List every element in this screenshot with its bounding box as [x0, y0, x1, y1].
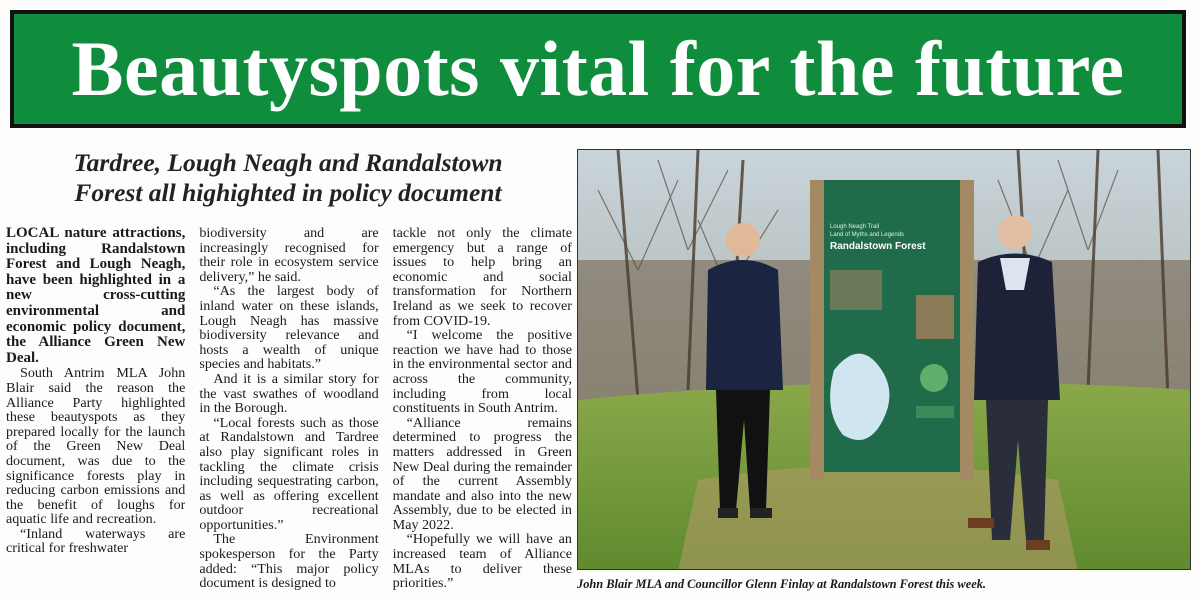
article-paragraph: “I welcome the positive reaction we have had to those in the environmental sector and across the community, including from local constituents in South Antrim.	[392, 327, 572, 417]
article-column-1	[6, 226, 185, 592]
forest-photo	[577, 149, 1191, 570]
article-paragraph: “Hopefully we will have an increased team of Alliance MLAs to deliver these priorities.”	[392, 531, 572, 592]
subheadline-line-1: Tardree, Lough Neagh and Randalstown	[73, 148, 503, 177]
article-paragraph: The Environment spokesperson for the Party added: “This major policy document is designed to	[199, 531, 379, 592]
article-lead: LOCAL nature attractions, including Randalstown Forest and Lough Neagh, have been highlighted in a new cross-cutting environmental and economic policy document, the Alliance Green New Deal.	[6, 226, 186, 366]
article-body	[6, 226, 572, 592]
article-paragraph: And it is a similar story for the vast swathes of woodland in the Borough.	[199, 370, 379, 417]
article-column-2	[199, 226, 378, 592]
article-paragraph: “As the largest body of inland water on these islands, Lough Neagh has massive biodiversity relevance and hosts a wealth of unique species and habitats.”	[199, 283, 379, 373]
sign-small-subtitle: Land of Myths and Legends	[830, 232, 905, 238]
sign-small-title: Lough Neagh Trail	[830, 224, 880, 230]
sign-title: Randalstown Forest	[830, 241, 926, 252]
subheadline	[14, 148, 562, 208]
article-paragraph: tackle not only the climate emergency but a range of issues to help bring an economic and social transformation for Northern Ireland as we seek to recover from COVID-19.	[392, 226, 572, 329]
article-column-3	[393, 226, 572, 592]
article-paragraph: South Antrim MLA John Blair said the reason the Alliance Party highlighted these beautyspots as they prepared locally for the launch of the Green New Deal document, was due to the significance forests play in reducing carbon emissions and the benefit of loughs for aquatic life and recreation.	[6, 365, 186, 528]
article-paragraph: “Alliance remains determined to progress the matters addressed in Green New Deal during the remainder of the current Assembly mandate and also into the new Assembly, due to be elected in May 2022.	[392, 414, 572, 533]
photo-caption: John Blair MLA and Councillor Glenn Finlay at Randalstown Forest this week.	[577, 577, 986, 591]
article-paragraph: biodiversity and are increasingly recognised for their role in ecosystem service delivery,” he said.	[199, 226, 379, 285]
headline: Beautyspots vital for the future	[71, 25, 1125, 112]
article-paragraph: “Inland waterways are critical for freshwater	[6, 525, 186, 557]
headline-banner	[10, 10, 1186, 128]
subheadline-line-2: Forest all highighted in policy document	[74, 178, 502, 207]
article-paragraph: “Local forests such as those at Randalstown and Tardree also play significant roles in tackling the climate crisis including sequestrating carbon, as well as offering excellent outdoor recreational opportunities.”	[199, 414, 379, 533]
